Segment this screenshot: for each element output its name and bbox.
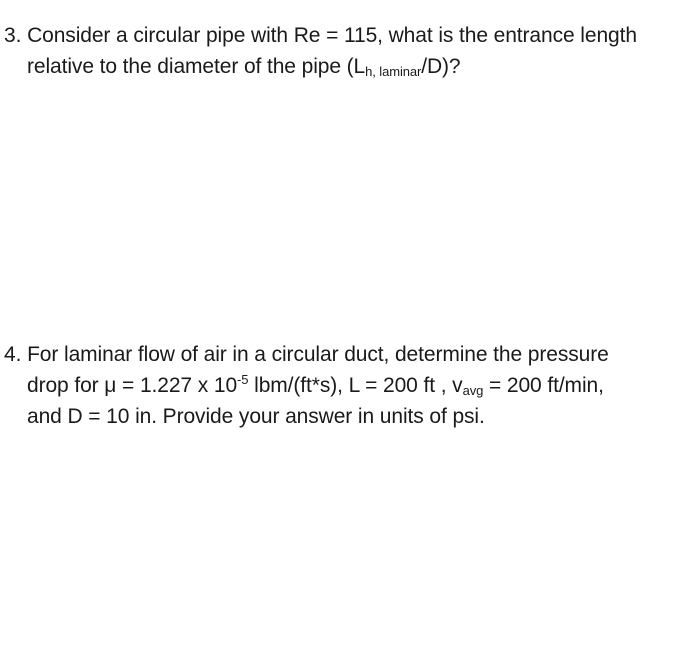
question-3-line-2 [4, 51, 694, 82]
question-4-text-line-2: drop for μ = 1.227 x 10 [27, 374, 238, 397]
question-4-line-1 [4, 339, 694, 370]
question-4-line-3 [4, 401, 694, 432]
question-4-text-line-2-mid: lbm/(ft*s), L = 200 ft , v [248, 374, 463, 397]
question-4-text-line-1: For laminar flow of air in a circular duct, determine the pressure [27, 343, 609, 366]
question-3-text-line-1: Consider a circular pipe with Re = 115, what is the entrance length [27, 24, 637, 47]
question-3-text-line-2-end: /D)? [421, 55, 461, 78]
question-3 [4, 20, 694, 82]
question-4-text-line-3: and D = 10 in. Provide your answer in units of psi. [27, 405, 485, 428]
question-3-number: 3. [4, 24, 22, 47]
entrance-length-subscript: h, laminar [365, 64, 422, 79]
question-4 [4, 339, 694, 432]
question-3-text-line-2: relative to the diameter of the pipe (L [27, 55, 366, 78]
velocity-avg-subscript: avg [462, 383, 484, 398]
question-4-number: 4. [4, 343, 22, 366]
exponent-superscript: -5 [237, 372, 249, 387]
question-4-line-2 [4, 370, 694, 401]
question-3-line-1 [4, 20, 694, 51]
question-4-text-line-2-end: = 200 ft/min, [483, 374, 604, 397]
